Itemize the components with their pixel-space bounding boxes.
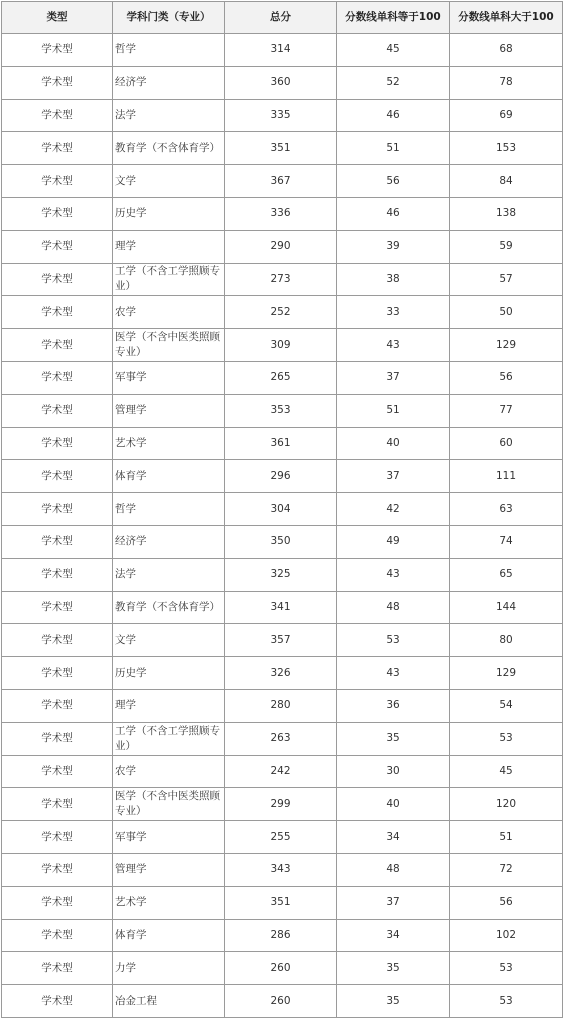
cell-major: 工学（不含工学照顾专业） xyxy=(113,722,225,755)
table-row xyxy=(2,853,563,886)
cell-total: 351 xyxy=(225,886,337,919)
cell-single-gt-100: 129 xyxy=(450,657,563,690)
cell-single-gt-100: 138 xyxy=(450,197,563,230)
cell-single-eq-100: 51 xyxy=(337,394,450,427)
table-row xyxy=(2,493,563,526)
cell-total: 296 xyxy=(225,460,337,493)
cell-type: 学术型 xyxy=(2,460,113,493)
cell-total: 255 xyxy=(225,821,337,854)
cell-single-gt-100: 129 xyxy=(450,329,563,362)
cell-total: 351 xyxy=(225,132,337,165)
cell-single-eq-100: 39 xyxy=(337,230,450,263)
cell-major: 经济学 xyxy=(113,525,225,558)
cell-type: 学术型 xyxy=(2,493,113,526)
cell-total: 357 xyxy=(225,624,337,657)
cell-type: 学术型 xyxy=(2,165,113,198)
cell-total: 353 xyxy=(225,394,337,427)
cell-major: 管理学 xyxy=(113,853,225,886)
cell-single-eq-100: 53 xyxy=(337,624,450,657)
table-row xyxy=(2,460,563,493)
cell-major: 军事学 xyxy=(113,821,225,854)
table-row xyxy=(2,722,563,755)
cell-single-eq-100: 33 xyxy=(337,296,450,329)
cell-total: 290 xyxy=(225,230,337,263)
cell-type: 学术型 xyxy=(2,99,113,132)
cell-major: 经济学 xyxy=(113,66,225,99)
cell-major: 艺术学 xyxy=(113,886,225,919)
cell-type: 学术型 xyxy=(2,394,113,427)
score-table xyxy=(1,1,563,1018)
cell-single-gt-100: 69 xyxy=(450,99,563,132)
header-total: 总分 xyxy=(225,2,337,34)
cell-major: 哲学 xyxy=(113,493,225,526)
cell-total: 343 xyxy=(225,853,337,886)
cell-single-gt-100: 153 xyxy=(450,132,563,165)
cell-single-gt-100: 60 xyxy=(450,427,563,460)
cell-type: 学术型 xyxy=(2,689,113,722)
cell-single-gt-100: 102 xyxy=(450,919,563,952)
cell-single-eq-100: 35 xyxy=(337,952,450,985)
cell-type: 学术型 xyxy=(2,657,113,690)
cell-total: 280 xyxy=(225,689,337,722)
cell-single-gt-100: 53 xyxy=(450,722,563,755)
cell-single-eq-100: 40 xyxy=(337,427,450,460)
cell-total: 242 xyxy=(225,755,337,788)
cell-total: 263 xyxy=(225,722,337,755)
table-row xyxy=(2,165,563,198)
table-row xyxy=(2,394,563,427)
cell-total: 273 xyxy=(225,263,337,296)
cell-major: 文学 xyxy=(113,624,225,657)
cell-single-eq-100: 36 xyxy=(337,689,450,722)
cell-total: 336 xyxy=(225,197,337,230)
cell-single-gt-100: 78 xyxy=(450,66,563,99)
cell-type: 学术型 xyxy=(2,624,113,657)
table-row xyxy=(2,230,563,263)
cell-single-eq-100: 52 xyxy=(337,66,450,99)
cell-type: 学术型 xyxy=(2,132,113,165)
cell-total: 252 xyxy=(225,296,337,329)
cell-major: 医学（不含中医类照顾专业） xyxy=(113,788,225,821)
cell-total: 325 xyxy=(225,558,337,591)
cell-major: 体育学 xyxy=(113,919,225,952)
cell-major: 理学 xyxy=(113,230,225,263)
cell-major: 法学 xyxy=(113,558,225,591)
cell-single-eq-100: 46 xyxy=(337,197,450,230)
cell-single-gt-100: 77 xyxy=(450,394,563,427)
cell-single-eq-100: 42 xyxy=(337,493,450,526)
cell-type: 学术型 xyxy=(2,985,113,1018)
table-row xyxy=(2,591,563,624)
cell-type: 学术型 xyxy=(2,952,113,985)
cell-single-eq-100: 46 xyxy=(337,99,450,132)
table-row xyxy=(2,886,563,919)
cell-single-eq-100: 51 xyxy=(337,132,450,165)
cell-type: 学术型 xyxy=(2,230,113,263)
cell-major: 教育学（不含体育学） xyxy=(113,132,225,165)
cell-major: 历史学 xyxy=(113,197,225,230)
table-row xyxy=(2,525,563,558)
cell-major: 农学 xyxy=(113,755,225,788)
cell-total: 260 xyxy=(225,985,337,1018)
cell-type: 学术型 xyxy=(2,197,113,230)
cell-type: 学术型 xyxy=(2,788,113,821)
cell-single-gt-100: 80 xyxy=(450,624,563,657)
table-row xyxy=(2,919,563,952)
cell-single-gt-100: 144 xyxy=(450,591,563,624)
table-row xyxy=(2,985,563,1018)
cell-total: 350 xyxy=(225,525,337,558)
cell-single-gt-100: 74 xyxy=(450,525,563,558)
cell-total: 304 xyxy=(225,493,337,526)
cell-single-eq-100: 49 xyxy=(337,525,450,558)
table-row xyxy=(2,99,563,132)
cell-major: 力学 xyxy=(113,952,225,985)
table-row xyxy=(2,952,563,985)
table-row xyxy=(2,329,563,362)
cell-single-gt-100: 111 xyxy=(450,460,563,493)
cell-single-gt-100: 53 xyxy=(450,952,563,985)
cell-single-eq-100: 35 xyxy=(337,985,450,1018)
cell-single-eq-100: 45 xyxy=(337,34,450,67)
table-row xyxy=(2,821,563,854)
cell-major: 理学 xyxy=(113,689,225,722)
cell-single-gt-100: 50 xyxy=(450,296,563,329)
cell-type: 学术型 xyxy=(2,886,113,919)
cell-total: 260 xyxy=(225,952,337,985)
cell-single-eq-100: 37 xyxy=(337,886,450,919)
cell-major: 体育学 xyxy=(113,460,225,493)
cell-total: 265 xyxy=(225,361,337,394)
cell-single-eq-100: 43 xyxy=(337,329,450,362)
table-row xyxy=(2,427,563,460)
cell-single-eq-100: 34 xyxy=(337,919,450,952)
cell-major: 哲学 xyxy=(113,34,225,67)
cell-major: 历史学 xyxy=(113,657,225,690)
cell-total: 299 xyxy=(225,788,337,821)
cell-total: 314 xyxy=(225,34,337,67)
cell-type: 学术型 xyxy=(2,361,113,394)
cell-single-gt-100: 63 xyxy=(450,493,563,526)
cell-single-eq-100: 43 xyxy=(337,558,450,591)
cell-total: 360 xyxy=(225,66,337,99)
cell-single-gt-100: 68 xyxy=(450,34,563,67)
table-row xyxy=(2,132,563,165)
cell-single-eq-100: 40 xyxy=(337,788,450,821)
cell-type: 学术型 xyxy=(2,755,113,788)
table-row xyxy=(2,657,563,690)
cell-major: 管理学 xyxy=(113,394,225,427)
cell-major: 法学 xyxy=(113,99,225,132)
cell-major: 医学（不含中医类照顾专业） xyxy=(113,329,225,362)
header-major: 学科门类（专业） xyxy=(113,2,225,34)
cell-single-gt-100: 51 xyxy=(450,821,563,854)
cell-single-eq-100: 48 xyxy=(337,853,450,886)
cell-type: 学术型 xyxy=(2,427,113,460)
cell-single-gt-100: 65 xyxy=(450,558,563,591)
cell-type: 学术型 xyxy=(2,853,113,886)
cell-single-gt-100: 84 xyxy=(450,165,563,198)
cell-single-gt-100: 53 xyxy=(450,985,563,1018)
cell-total: 326 xyxy=(225,657,337,690)
cell-single-eq-100: 56 xyxy=(337,165,450,198)
table-row xyxy=(2,66,563,99)
cell-major: 工学（不含工学照顾专业） xyxy=(113,263,225,296)
cell-major: 教育学（不含体育学） xyxy=(113,591,225,624)
cell-single-gt-100: 120 xyxy=(450,788,563,821)
header-single-gt-100: 分数线单科大于100 xyxy=(450,2,563,34)
cell-single-gt-100: 45 xyxy=(450,755,563,788)
header-row xyxy=(2,2,563,34)
table-row xyxy=(2,296,563,329)
cell-single-gt-100: 56 xyxy=(450,886,563,919)
cell-single-gt-100: 57 xyxy=(450,263,563,296)
table-row xyxy=(2,624,563,657)
cell-total: 286 xyxy=(225,919,337,952)
cell-type: 学术型 xyxy=(2,329,113,362)
cell-single-gt-100: 59 xyxy=(450,230,563,263)
cell-type: 学术型 xyxy=(2,263,113,296)
cell-total: 367 xyxy=(225,165,337,198)
table-row xyxy=(2,197,563,230)
cell-single-eq-100: 34 xyxy=(337,821,450,854)
cell-single-eq-100: 35 xyxy=(337,722,450,755)
cell-single-gt-100: 72 xyxy=(450,853,563,886)
cell-total: 335 xyxy=(225,99,337,132)
cell-type: 学术型 xyxy=(2,296,113,329)
table-row xyxy=(2,558,563,591)
cell-major: 艺术学 xyxy=(113,427,225,460)
header-type: 类型 xyxy=(2,2,113,34)
cell-type: 学术型 xyxy=(2,66,113,99)
cell-major: 军事学 xyxy=(113,361,225,394)
cell-type: 学术型 xyxy=(2,919,113,952)
cell-single-eq-100: 37 xyxy=(337,361,450,394)
cell-type: 学术型 xyxy=(2,821,113,854)
table-row xyxy=(2,263,563,296)
cell-major: 文学 xyxy=(113,165,225,198)
table-body xyxy=(2,34,563,1018)
cell-type: 学术型 xyxy=(2,722,113,755)
cell-single-eq-100: 37 xyxy=(337,460,450,493)
cell-total: 309 xyxy=(225,329,337,362)
table-row xyxy=(2,755,563,788)
table-row xyxy=(2,689,563,722)
cell-type: 学术型 xyxy=(2,591,113,624)
cell-major: 冶金工程 xyxy=(113,985,225,1018)
table-row xyxy=(2,788,563,821)
cell-major: 农学 xyxy=(113,296,225,329)
cell-single-gt-100: 56 xyxy=(450,361,563,394)
table-row xyxy=(2,34,563,67)
cell-total: 361 xyxy=(225,427,337,460)
cell-type: 学术型 xyxy=(2,34,113,67)
header-single-eq-100: 分数线单科等于100 xyxy=(337,2,450,34)
cell-type: 学术型 xyxy=(2,558,113,591)
cell-type: 学术型 xyxy=(2,525,113,558)
cell-single-eq-100: 43 xyxy=(337,657,450,690)
cell-single-eq-100: 48 xyxy=(337,591,450,624)
table-row xyxy=(2,361,563,394)
cell-total: 341 xyxy=(225,591,337,624)
cell-single-eq-100: 30 xyxy=(337,755,450,788)
cell-single-gt-100: 54 xyxy=(450,689,563,722)
cell-single-eq-100: 38 xyxy=(337,263,450,296)
